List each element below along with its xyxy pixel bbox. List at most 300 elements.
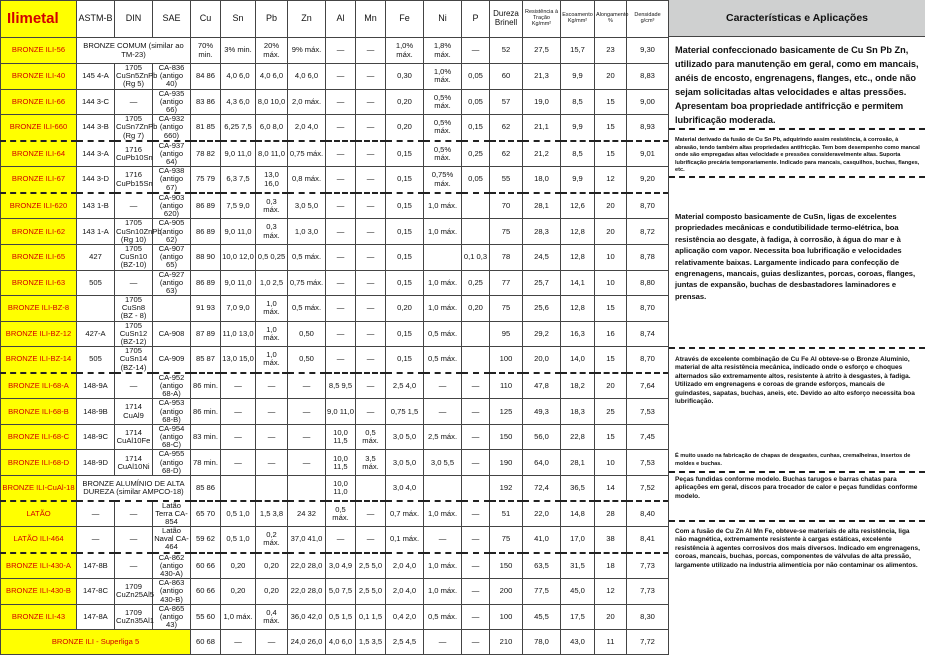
p-value: — bbox=[462, 399, 490, 425]
sae-value: Latão Terra CA-854 bbox=[153, 501, 191, 527]
alloy-name: BRONZE ILI-BZ-14 bbox=[1, 347, 77, 373]
alloy-name: BRONZE ILI-40 bbox=[1, 64, 77, 90]
header-elongation: Alongamento % bbox=[595, 1, 627, 38]
mn-value: — bbox=[356, 115, 386, 141]
hardness-value: 125 bbox=[490, 399, 523, 425]
header-din: DIN bbox=[115, 1, 153, 38]
table-row bbox=[1, 424, 669, 450]
group-separator bbox=[669, 471, 925, 473]
p-value bbox=[462, 347, 490, 373]
cu-value: 81 85 bbox=[191, 115, 221, 141]
sae-value: CA-836 (antigo 40) bbox=[153, 64, 191, 90]
din-value: 1705 CuSn7ZnPb (Rg 7) bbox=[116, 114, 158, 140]
sn-value: 7,5 9,0 bbox=[221, 193, 256, 219]
hardness-value: 192 bbox=[490, 476, 523, 501]
pb-value: 8,0 11,0 bbox=[256, 141, 288, 167]
table-row bbox=[1, 89, 669, 115]
alloy-name: BRONZE ILI-660 bbox=[1, 115, 77, 141]
sn-value: 4,0 6,0 bbox=[221, 64, 256, 90]
ni-value: 0,5% máx. bbox=[424, 89, 462, 115]
table-row bbox=[1, 399, 669, 425]
alloy-name: BRONZE ILI-430-B bbox=[1, 579, 77, 605]
mn-value: — bbox=[356, 193, 386, 219]
al-value: — bbox=[326, 347, 356, 373]
mn-value: — bbox=[356, 219, 386, 245]
din-value: 1705 CuSn14 (BZ-14) bbox=[115, 347, 153, 373]
density-value: 9,00 bbox=[627, 89, 669, 115]
astm-value: 148-9A bbox=[77, 373, 115, 399]
hardness-value: 150 bbox=[490, 553, 523, 579]
p-value: — bbox=[462, 604, 490, 630]
hardness-value: 75 bbox=[490, 527, 523, 553]
mn-value: — bbox=[356, 167, 386, 193]
density-value: 7,72 bbox=[627, 630, 669, 655]
p-value: — bbox=[462, 38, 490, 64]
table-row bbox=[1, 219, 669, 245]
zn-value: — bbox=[288, 450, 326, 476]
elongation-value: 10 bbox=[595, 244, 627, 270]
mn-value: — bbox=[356, 321, 386, 347]
al-value: 10,0 11,0 bbox=[326, 476, 356, 501]
fe-value: 0,75 1,5 bbox=[386, 399, 424, 425]
yield-value: 8,5 bbox=[561, 89, 595, 115]
astm-value: — bbox=[77, 501, 115, 527]
density-value: 7,53 bbox=[627, 399, 669, 425]
fe-value: 0,1 máx. bbox=[386, 527, 424, 553]
density-value: 9,20 bbox=[627, 167, 669, 193]
p-value: — bbox=[462, 501, 490, 527]
fe-value: 0,15 bbox=[386, 193, 424, 219]
al-value: — bbox=[326, 38, 356, 64]
zn-value: 22,0 28,0 bbox=[288, 579, 326, 605]
din-value: 1716 CuPb15Sn bbox=[115, 167, 153, 193]
fe-value: 1,0% máx. bbox=[386, 38, 424, 64]
table-row bbox=[1, 270, 669, 296]
density-value: 8,30 bbox=[627, 604, 669, 630]
fe-value: 0,7 máx. bbox=[386, 501, 424, 527]
sae-value: CA-935 (antigo 66) bbox=[153, 89, 191, 115]
alloy-name: BRONZE ILI-620 bbox=[1, 193, 77, 219]
elongation-value: 18 bbox=[595, 553, 627, 579]
sn-value: 9,0 11,0 bbox=[221, 219, 256, 245]
pb-value: — bbox=[256, 373, 288, 399]
alloy-name: BRONZE ILI-BZ-8 bbox=[1, 296, 77, 322]
tensile-value: 56,0 bbox=[523, 424, 561, 450]
pb-value: — bbox=[256, 450, 288, 476]
yield-value: 18,2 bbox=[561, 373, 595, 399]
tensile-value: 28,3 bbox=[523, 219, 561, 245]
table-row bbox=[1, 167, 669, 193]
sn-value: — bbox=[221, 424, 256, 450]
sn-value: — bbox=[221, 630, 256, 655]
alloy-name: BRONZE ILI-43 bbox=[1, 604, 77, 630]
sae-value bbox=[153, 296, 191, 322]
al-value: — bbox=[326, 527, 356, 553]
cu-value: 83 86 bbox=[191, 89, 221, 115]
pb-value bbox=[256, 476, 288, 501]
astm-value: — bbox=[77, 527, 115, 553]
astm-value bbox=[77, 296, 115, 322]
zn-value: 2,0 4,0 bbox=[288, 115, 326, 141]
sn-value: 13,0 15,0 bbox=[221, 347, 256, 373]
p-value: — bbox=[462, 424, 490, 450]
hardness-value: 57 bbox=[490, 89, 523, 115]
application-description: Peças fundidas conforme modelo. Buchas tarugos e barras chatas para aplicações em geral, discos para trocador de calor e peças fundidas conforme modelo. bbox=[675, 476, 918, 500]
yield-value: 12,8 bbox=[561, 219, 595, 245]
alloy-name: BRONZE ILI-CuAl-18 bbox=[1, 476, 77, 501]
al-value: — bbox=[326, 270, 356, 296]
density-value: 8,70 bbox=[627, 193, 669, 219]
yield-value: 16,3 bbox=[561, 321, 595, 347]
ni-value bbox=[424, 476, 462, 501]
cu-value: 85 87 bbox=[191, 347, 221, 373]
astm-value: 144 3-A bbox=[77, 141, 115, 167]
header-sae: SAE bbox=[153, 1, 191, 38]
hardness-value: 75 bbox=[490, 219, 523, 245]
group-separator bbox=[669, 176, 925, 178]
tensile-value: 21,2 bbox=[523, 141, 561, 167]
tensile-value: 18,0 bbox=[523, 167, 561, 193]
astm-value: 144 3-D bbox=[77, 167, 115, 193]
hardness-value: 51 bbox=[490, 501, 523, 527]
elongation-value: 15 bbox=[595, 296, 627, 322]
alloy-name: BRONZE ILI - Superliga 5 bbox=[1, 630, 191, 655]
table-row bbox=[1, 321, 669, 347]
sn-value: 3% min. bbox=[221, 38, 256, 64]
din-value: 1714 CuAl10Ni bbox=[115, 450, 153, 476]
group-separator bbox=[669, 347, 925, 349]
hardness-value: 77 bbox=[490, 270, 523, 296]
pb-value: — bbox=[256, 399, 288, 425]
al-value: — bbox=[326, 64, 356, 90]
elongation-value: 15 bbox=[595, 424, 627, 450]
elongation-value: 12 bbox=[595, 579, 627, 605]
zn-value: 24,0 26,0 bbox=[288, 630, 326, 655]
ni-value: 1,0 máx. bbox=[424, 579, 462, 605]
fe-value: 3,0 5,0 bbox=[386, 424, 424, 450]
mn-value: — bbox=[356, 527, 386, 553]
sae-value: CA-953 (antigo 68-B) bbox=[153, 399, 191, 425]
mn-value: — bbox=[356, 141, 386, 167]
pb-value: 6,0 8,0 bbox=[256, 115, 288, 141]
elongation-value: 20 bbox=[595, 373, 627, 399]
cu-value: 65 70 bbox=[191, 501, 221, 527]
application-description: Com a fusão de Cu Zn Al Mn Fe, obteve-se materiais de alta resistência, liga não magnética, extremamente resistente à cargas estáticas, excelente resistência à agentes corrosivos dos mais diversos. Indicado em engrenagens, coroas, mancais, buchas, porcas, componentes de válvulas de alta pressão, largamente utilizado na industria alimentícia por não contaminar os alimentos. bbox=[675, 528, 920, 569]
alloy-name: BRONZE ILI-62 bbox=[1, 219, 77, 245]
hardness-value: 95 bbox=[490, 321, 523, 347]
table-row bbox=[1, 141, 669, 167]
header-density: Densidade g/cm³ bbox=[627, 1, 669, 38]
alloy-name: BRONZE ILI-68-B bbox=[1, 399, 77, 425]
hardness-value: 60 bbox=[490, 64, 523, 90]
p-value: — bbox=[462, 527, 490, 553]
elongation-value: 20 bbox=[595, 64, 627, 90]
cu-value: 75 79 bbox=[191, 167, 221, 193]
sn-value: 9,0 11,0 bbox=[221, 141, 256, 167]
yield-value: 28,1 bbox=[561, 450, 595, 476]
al-value: — bbox=[326, 141, 356, 167]
tensile-value: 63,5 bbox=[523, 553, 561, 579]
al-value: — bbox=[326, 193, 356, 219]
ni-value: 1,0 máx. bbox=[424, 296, 462, 322]
application-description: Material derivado da fusão de Cu Sn Pb, adquirindo assim resistência, à corrosão, à abrasão, tendo também altas propriedades antifricção. Tem bom desempenho como mancal onde são empregadas altas velocidade e pressões consideravelmente altas. Suporta lubrificação precária temporariamente. Indicado para mancais, casquilhos, buchas, flanges, etc. bbox=[675, 137, 920, 174]
density-value: 7,73 bbox=[627, 553, 669, 579]
hardness-value: 200 bbox=[490, 579, 523, 605]
din-value: 1716 CuPb10Sn bbox=[115, 141, 153, 167]
cu-value: 86 89 bbox=[191, 270, 221, 296]
zn-value: 4,0 6,0 bbox=[288, 64, 326, 90]
mn-value: — bbox=[356, 244, 386, 270]
table-row bbox=[1, 579, 669, 605]
al-value: — bbox=[326, 219, 356, 245]
cu-value: 85 86 bbox=[191, 476, 221, 501]
tensile-value: 25,7 bbox=[523, 270, 561, 296]
alloy-name: LATÃO ILI-464 bbox=[1, 527, 77, 553]
cu-value: 78 min. bbox=[191, 450, 221, 476]
elongation-value: 10 bbox=[595, 270, 627, 296]
sae-value: CA-863 (antigo 430-B) bbox=[153, 579, 191, 605]
elongation-value: 38 bbox=[595, 527, 627, 553]
alloy-name: BRONZE ILI-64 bbox=[1, 141, 77, 167]
zn-value: 0,5 máx. bbox=[288, 296, 326, 322]
din-value: — bbox=[115, 527, 153, 553]
al-value: 10,0 11,5 bbox=[326, 450, 356, 476]
pb-value: 0,20 bbox=[256, 579, 288, 605]
density-value: 8,74 bbox=[627, 321, 669, 347]
alloy-equivalent: BRONZE COMUM (similar ao TM-23) bbox=[77, 38, 191, 64]
alloy-name: LATÃO bbox=[1, 501, 77, 527]
zn-value: 0,50 bbox=[288, 347, 326, 373]
p-value: — bbox=[462, 450, 490, 476]
zn-value: 36,0 42,0 bbox=[288, 604, 326, 630]
ni-value: 1,8% máx. bbox=[424, 38, 462, 64]
sn-value: 7,0 9,0 bbox=[221, 296, 256, 322]
fe-value: 0,15 bbox=[386, 244, 424, 270]
al-value: 9,0 11,0 bbox=[326, 399, 356, 425]
tensile-value: 24,5 bbox=[523, 244, 561, 270]
sn-value: — bbox=[221, 450, 256, 476]
density-value: 8,41 bbox=[627, 527, 669, 553]
fe-value: 0,15 bbox=[386, 270, 424, 296]
elongation-value: 15 bbox=[595, 89, 627, 115]
group-separator bbox=[669, 520, 925, 522]
al-value: — bbox=[326, 89, 356, 115]
alloy-name: BRONZE ILI-68-A bbox=[1, 373, 77, 399]
yield-value: 15,7 bbox=[561, 38, 595, 64]
astm-value: 148-9C bbox=[77, 424, 115, 450]
astm-value: 427-A bbox=[77, 321, 115, 347]
hardness-value: 78 bbox=[490, 244, 523, 270]
application-description: Através de excelente combinação de Cu Fe Al obteve-se o Bronze Alumínio, material de alta resistência mecânica, indicado onde o esforço e choques alternados são extremamente altos, resistente à atrito à desgastes, à fadiga. Utilizado em engrenagens e coroas de grande esforços, mancais de guindastes, sapatas, buchas, aneis, etc. Devido ao alto esforço necessita boa lubrificação. bbox=[675, 356, 915, 406]
elongation-value: 20 bbox=[595, 604, 627, 630]
tensile-value: 47,8 bbox=[523, 373, 561, 399]
ni-value: 1,0% máx. bbox=[424, 64, 462, 90]
density-value: 8,40 bbox=[627, 501, 669, 527]
hardness-value: 62 bbox=[490, 115, 523, 141]
sn-value: — bbox=[221, 399, 256, 425]
ni-value: 1,0 máx. bbox=[424, 219, 462, 245]
alloy-name: BRONZE ILI-63 bbox=[1, 270, 77, 296]
application-description: Material composto basicamente de CuSn, ligas de excelentes propriedades mecânicas e condutibilidade termo-elétrica, boa resistência ao desgate, à fadiga, à corrosão, à água do mar e à aplicação com vapor. Necessita boa lubrificação e velocidades relativamente baixas. Largamente indicado para confecção de engrenagens, mancais, guias deslizantes, porcas, coroas, flanges, juntas de expansão, buchas de desbastadores laminadores e prensas. bbox=[675, 212, 916, 301]
al-value: — bbox=[326, 296, 356, 322]
mn-value bbox=[356, 476, 386, 501]
elongation-value: 20 bbox=[595, 193, 627, 219]
fe-value: 2,5 4,0 bbox=[386, 373, 424, 399]
fe-value: 3,0 4,0 bbox=[386, 476, 424, 501]
sae-value: CA-862 (antigo 430-A) bbox=[153, 553, 191, 579]
zn-value: — bbox=[288, 373, 326, 399]
sae-value: CA-952 (antigo 68-A) bbox=[153, 373, 191, 399]
fe-value: 0,15 bbox=[386, 167, 424, 193]
pb-value: — bbox=[256, 424, 288, 450]
pb-value: 1,5 3,8 bbox=[256, 501, 288, 527]
al-value: 4,0 6,0 bbox=[326, 630, 356, 655]
sae-value: CA-909 bbox=[153, 347, 191, 373]
yield-value: 9,9 bbox=[561, 115, 595, 141]
table-row bbox=[1, 193, 669, 219]
yield-value: 12,8 bbox=[561, 296, 595, 322]
header-tensile: Resistência à Tração Kg/mm² bbox=[523, 1, 561, 38]
al-value: — bbox=[326, 115, 356, 141]
din-value: — bbox=[115, 501, 153, 527]
table-header-row bbox=[1, 1, 669, 38]
cu-value: 84 86 bbox=[191, 64, 221, 90]
ni-value: 0,5% máx. bbox=[424, 141, 462, 167]
tensile-value: 21,1 bbox=[523, 115, 561, 141]
zn-value: 9% máx. bbox=[288, 38, 326, 64]
fe-value: 0,20 bbox=[386, 115, 424, 141]
mn-value: — bbox=[356, 399, 386, 425]
sae-value: CA-865 (antigo 43) bbox=[153, 604, 191, 630]
zn-value: 37,0 41,0 bbox=[288, 527, 326, 553]
din-value: 1705 CuSn12 (BZ-12) bbox=[115, 321, 153, 347]
table-row bbox=[1, 115, 669, 141]
sae-value: CA-954 (antigo 68-C) bbox=[153, 424, 191, 450]
yield-value: 14,1 bbox=[561, 270, 595, 296]
density-value: 8,93 bbox=[627, 115, 669, 141]
zn-value: 0,5 máx. bbox=[288, 244, 326, 270]
zn-value: — bbox=[288, 399, 326, 425]
ni-value: — bbox=[424, 399, 462, 425]
table-row bbox=[1, 450, 669, 476]
fe-value: 2,5 4,5 bbox=[386, 630, 424, 655]
cu-value: 59 62 bbox=[191, 527, 221, 553]
cu-value: 60 66 bbox=[191, 553, 221, 579]
table-row bbox=[1, 373, 669, 399]
mn-value: — bbox=[356, 89, 386, 115]
alloy-name: BRONZE ILI-66 bbox=[1, 89, 77, 115]
din-value: 1709 CuZn25Al5 bbox=[115, 579, 153, 605]
sn-value: 6,25 7,5 bbox=[221, 115, 256, 141]
density-value: 7,52 bbox=[627, 476, 669, 501]
pb-value: 0,5 0,25 bbox=[256, 244, 288, 270]
tensile-value: 27,5 bbox=[523, 38, 561, 64]
p-value: 0,25 bbox=[462, 270, 490, 296]
sn-value: 6,3 7,5 bbox=[221, 167, 256, 193]
ni-value: 1,0 máx. bbox=[424, 270, 462, 296]
density-value: 8,70 bbox=[627, 296, 669, 322]
yield-value: 14,8 bbox=[561, 501, 595, 527]
mn-value: — bbox=[356, 270, 386, 296]
yield-value: 12,8 bbox=[561, 244, 595, 270]
p-value: 0,05 bbox=[462, 64, 490, 90]
astm-value: 143 1-A bbox=[77, 219, 115, 245]
din-value: 1714 CuAl9 bbox=[115, 399, 153, 425]
astm-value: 505 bbox=[77, 270, 115, 296]
p-value: — bbox=[462, 553, 490, 579]
alloy-name: BRONZE ILI-68-C bbox=[1, 424, 77, 450]
table-row bbox=[1, 347, 669, 373]
al-value: — bbox=[326, 167, 356, 193]
al-value: — bbox=[326, 321, 356, 347]
application-description: É muito usado na fabricação de chapas de desgastes, cunhas, cremalheiras, insertos de moldes e buchas. bbox=[675, 453, 911, 467]
yield-value: 36,5 bbox=[561, 476, 595, 501]
pb-value: 1,0 máx. bbox=[256, 321, 288, 347]
yield-value: 9,9 bbox=[561, 167, 595, 193]
density-value: 8,80 bbox=[627, 270, 669, 296]
tensile-value: 28,1 bbox=[523, 193, 561, 219]
header-yield: Escoamento Kg/mm² bbox=[561, 1, 595, 38]
fe-value: 2,0 4,0 bbox=[386, 553, 424, 579]
astm-value: 505 bbox=[77, 347, 115, 373]
density-value: 9,01 bbox=[627, 141, 669, 167]
zn-value: 0,75 máx. bbox=[288, 141, 326, 167]
ni-value: 1,0 máx. bbox=[424, 501, 462, 527]
tensile-value: 19,0 bbox=[523, 89, 561, 115]
header-sn: Sn bbox=[221, 1, 256, 38]
sae-value: CA-903 (antigo 620) bbox=[153, 193, 191, 219]
mn-value: 1,5 3,5 bbox=[356, 630, 386, 655]
pb-value: 4,0 6,0 bbox=[256, 64, 288, 90]
sae-value: CA-937 (antigo 64) bbox=[153, 141, 191, 167]
din-value: — bbox=[115, 270, 153, 296]
elongation-value: 12 bbox=[595, 167, 627, 193]
sn-value: 4,3 6,0 bbox=[221, 89, 256, 115]
header-p: P bbox=[462, 1, 490, 38]
hardness-value: 62 bbox=[490, 141, 523, 167]
pb-value: 0,20 bbox=[256, 553, 288, 579]
table-row bbox=[1, 553, 669, 579]
din-value: — bbox=[115, 373, 153, 399]
tensile-value: 22,0 bbox=[523, 501, 561, 527]
astm-value: 143 1-B bbox=[77, 193, 115, 219]
ni-value: — bbox=[424, 373, 462, 399]
hardness-value: 100 bbox=[490, 347, 523, 373]
ni-value: 0,75% máx. bbox=[424, 167, 462, 193]
table-row bbox=[1, 476, 669, 501]
tensile-value: 78,0 bbox=[523, 630, 561, 655]
ni-value: 0,5 máx. bbox=[424, 347, 462, 373]
density-value: 8,70 bbox=[627, 347, 669, 373]
tensile-value: 72,4 bbox=[523, 476, 561, 501]
ni-value: 0,5 máx. bbox=[424, 604, 462, 630]
table-row bbox=[1, 64, 669, 90]
density-value: 9,30 bbox=[627, 38, 669, 64]
p-value: 0,05 bbox=[462, 167, 490, 193]
fe-value: 0,20 bbox=[386, 89, 424, 115]
alloy-name: BRONZE ILI-56 bbox=[1, 38, 77, 64]
zn-value: 0,50 bbox=[288, 321, 326, 347]
mn-value: 2,5 5,0 bbox=[356, 553, 386, 579]
ni-value: 0,5% máx. bbox=[424, 115, 462, 141]
zn-value: 0,75 máx. bbox=[288, 270, 326, 296]
table-row bbox=[1, 244, 669, 270]
application-description: Material confeccionado basicamente de Cu Sn Pb Zn, utilizado para manutenção em geral, como em mancais, anéis de encosto, engrenagens, flanges, etc., onde não sejam solicitadas altas velocidades e altas pressões. Apresentam boa propriedade antifricção e permitem lubrificação moderada. bbox=[675, 45, 919, 125]
astm-value: 147-8C bbox=[77, 579, 115, 605]
yield-value: 45,0 bbox=[561, 579, 595, 605]
pb-value: 0,2 máx. bbox=[256, 527, 288, 553]
cu-value: 88 90 bbox=[191, 244, 221, 270]
